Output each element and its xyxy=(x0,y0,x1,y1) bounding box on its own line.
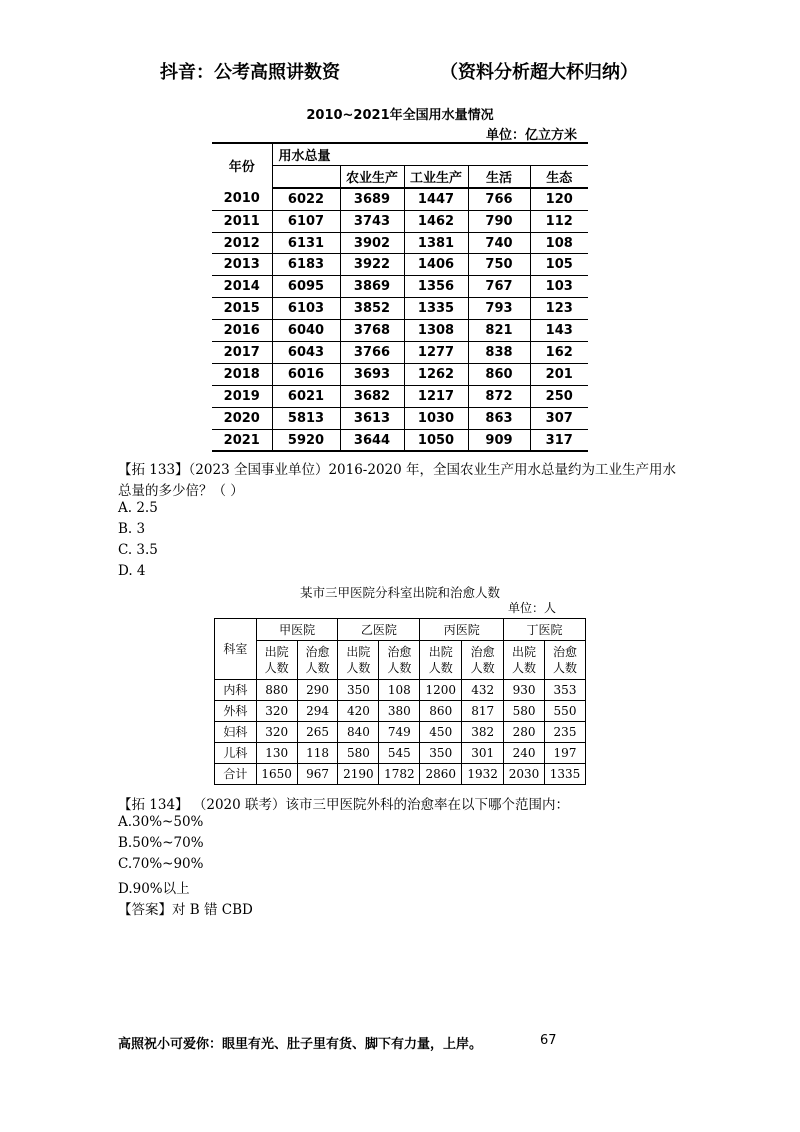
question-133-option-d: D. 4 xyxy=(118,563,146,579)
table-cell: 317 xyxy=(530,429,588,451)
table-cell: 2010 xyxy=(212,188,272,210)
table-cell: 1650 xyxy=(256,764,297,785)
table-cell: 6107 xyxy=(272,210,340,232)
table-cell: 545 xyxy=(379,743,420,764)
table-cell: 380 xyxy=(379,701,420,722)
water-header-row xyxy=(212,143,588,165)
table-cell: 6040 xyxy=(272,320,340,342)
table-cell: 120 xyxy=(530,188,588,210)
water-table-title: 2010~2021年全国用水量情况 xyxy=(306,108,494,123)
table-cell: 1050 xyxy=(404,429,468,451)
table-cell: 1335 xyxy=(404,298,468,320)
hospital-header-row xyxy=(215,619,586,641)
table-cell: 108 xyxy=(379,680,420,701)
table-row xyxy=(212,298,588,320)
table-cell: 880 xyxy=(256,680,297,701)
hospital-header-name: 甲医院 xyxy=(256,619,338,641)
table-cell: 2016 xyxy=(212,320,272,342)
table-row xyxy=(215,722,586,743)
water-subheader-blank xyxy=(272,165,340,187)
table-cell: 197 xyxy=(545,743,586,764)
table-cell: 1381 xyxy=(404,232,468,254)
table-cell: 766 xyxy=(468,188,530,210)
water-header-year: 年份 xyxy=(212,143,272,188)
table-cell: 420 xyxy=(338,701,379,722)
table-cell: 3693 xyxy=(340,363,404,385)
hospital-subheader-cell: 治愈 人数 xyxy=(379,641,420,680)
question-134-answer: 【答案】对 B 错 CBD xyxy=(118,902,253,918)
table-cell: 3613 xyxy=(340,407,404,429)
hospital-header-name: 乙医院 xyxy=(338,619,420,641)
table-cell: 840 xyxy=(338,722,379,743)
hospital-subheader-cell: 出院 人数 xyxy=(504,641,545,680)
table-cell: 1356 xyxy=(404,276,468,298)
table-cell: 162 xyxy=(530,342,588,364)
question-134-option-d: D.90%以上 xyxy=(118,881,190,897)
hospital-table xyxy=(214,618,586,785)
table-cell: 450 xyxy=(420,722,462,743)
table-cell: 123 xyxy=(530,298,588,320)
table-cell: 294 xyxy=(297,701,338,722)
table-cell: 320 xyxy=(256,722,297,743)
table-cell: 3902 xyxy=(340,232,404,254)
hospital-subheader-row xyxy=(215,641,586,680)
hospital-subheader-cell: 治愈 人数 xyxy=(545,641,586,680)
table-cell: 817 xyxy=(462,701,504,722)
table-cell: 350 xyxy=(420,743,462,764)
table-cell: 3766 xyxy=(340,342,404,364)
table-cell: 6043 xyxy=(272,342,340,364)
table-cell: 1782 xyxy=(379,764,420,785)
table-cell: 3743 xyxy=(340,210,404,232)
table-cell: 118 xyxy=(297,743,338,764)
table-cell: 382 xyxy=(462,722,504,743)
header-left: 抖音：公考高照讲数资 xyxy=(160,62,340,83)
table-cell: 240 xyxy=(504,743,545,764)
table-cell: 1217 xyxy=(404,385,468,407)
table-cell: 821 xyxy=(468,320,530,342)
water-subheader-cell: 生态 xyxy=(530,165,588,187)
hospital-table-unit: 单位：人 xyxy=(508,601,557,615)
question-134-option-c: C.70%~90% xyxy=(118,856,204,872)
table-cell: 2860 xyxy=(420,764,462,785)
table-cell: 790 xyxy=(468,210,530,232)
table-cell: 内科 xyxy=(215,680,257,701)
table-row xyxy=(215,743,586,764)
table-cell: 5920 xyxy=(272,429,340,451)
table-cell: 112 xyxy=(530,210,588,232)
table-cell: 350 xyxy=(338,680,379,701)
table-cell: 6095 xyxy=(272,276,340,298)
question-134-option-a: A.30%~50% xyxy=(118,814,204,830)
table-cell: 2012 xyxy=(212,232,272,254)
table-cell: 合计 xyxy=(215,764,257,785)
table-cell: 749 xyxy=(379,722,420,743)
table-cell: 1335 xyxy=(545,764,586,785)
question-134-stem: 【拓 134】 （2020 联考）该市三甲医院外科的治愈率在以下哪个范围内： xyxy=(118,797,569,813)
table-cell: 2015 xyxy=(212,298,272,320)
table-cell: 儿科 xyxy=(215,743,257,764)
table-row xyxy=(212,276,588,298)
table-cell: 1447 xyxy=(404,188,468,210)
table-cell: 860 xyxy=(420,701,462,722)
table-cell: 201 xyxy=(530,363,588,385)
table-cell: 2017 xyxy=(212,342,272,364)
table-cell: 1277 xyxy=(404,342,468,364)
hospital-subheader-cell: 治愈 人数 xyxy=(297,641,338,680)
table-cell: 580 xyxy=(504,701,545,722)
table-cell: 103 xyxy=(530,276,588,298)
table-cell: 290 xyxy=(297,680,338,701)
table-row xyxy=(212,363,588,385)
table-cell: 872 xyxy=(468,385,530,407)
table-cell: 863 xyxy=(468,407,530,429)
table-cell: 930 xyxy=(504,680,545,701)
table-row xyxy=(212,254,588,276)
table-cell: 2020 xyxy=(212,407,272,429)
table-cell: 550 xyxy=(545,701,586,722)
table-cell: 1030 xyxy=(404,407,468,429)
table-cell: 3682 xyxy=(340,385,404,407)
table-cell: 3922 xyxy=(340,254,404,276)
table-row xyxy=(215,764,586,785)
table-cell: 909 xyxy=(468,429,530,451)
question-134-option-b: B.50%~70% xyxy=(118,835,204,851)
table-row xyxy=(212,342,588,364)
water-usage-table xyxy=(212,142,588,452)
table-cell: 353 xyxy=(545,680,586,701)
hospital-subheader-cell: 治愈 人数 xyxy=(462,641,504,680)
hospital-subheader-cell: 出院 人数 xyxy=(420,641,462,680)
table-cell: 307 xyxy=(530,407,588,429)
table-cell: 280 xyxy=(504,722,545,743)
table-cell: 3869 xyxy=(340,276,404,298)
table-cell: 2014 xyxy=(212,276,272,298)
table-cell: 1262 xyxy=(404,363,468,385)
table-cell: 265 xyxy=(297,722,338,743)
table-row xyxy=(212,385,588,407)
table-cell: 580 xyxy=(338,743,379,764)
question-133-option-c: C. 3.5 xyxy=(118,542,158,558)
table-cell: 432 xyxy=(462,680,504,701)
hospital-header-name: 丁医院 xyxy=(504,619,586,641)
water-subheader-cell: 工业生产 xyxy=(404,165,468,187)
table-cell: 301 xyxy=(462,743,504,764)
table-cell: 1200 xyxy=(420,680,462,701)
water-header-total: 用水总量 xyxy=(272,143,588,165)
question-133-stem-cont: 总量的多少倍？（ ） xyxy=(118,483,244,499)
table-cell: 838 xyxy=(468,342,530,364)
table-cell: 3768 xyxy=(340,320,404,342)
table-cell: 6131 xyxy=(272,232,340,254)
table-cell: 2021 xyxy=(212,429,272,451)
table-cell: 妇科 xyxy=(215,722,257,743)
table-cell: 3644 xyxy=(340,429,404,451)
hospital-subheader-cell: 出院 人数 xyxy=(256,641,297,680)
water-subheader-cell: 生活 xyxy=(468,165,530,187)
table-row xyxy=(212,407,588,429)
table-cell: 750 xyxy=(468,254,530,276)
table-row xyxy=(215,680,586,701)
hospital-header-name: 丙医院 xyxy=(420,619,504,641)
table-cell: 2030 xyxy=(504,764,545,785)
table-cell: 3689 xyxy=(340,188,404,210)
table-cell: 967 xyxy=(297,764,338,785)
table-row xyxy=(212,210,588,232)
table-row xyxy=(212,429,588,451)
table-cell: 1406 xyxy=(404,254,468,276)
table-cell: 130 xyxy=(256,743,297,764)
table-row xyxy=(215,701,586,722)
question-133-stem: 【拓 133】（2023 全国事业单位）2016-2020 年，全国农业生产用水总量约为工业生产用水 xyxy=(118,462,677,478)
header-right: （资料分析超大杯归纳） xyxy=(440,62,638,83)
table-cell: 6016 xyxy=(272,363,340,385)
table-cell: 6022 xyxy=(272,188,340,210)
water-table-unit: 单位：亿立方米 xyxy=(486,128,578,143)
question-133-option-a: A. 2.5 xyxy=(118,500,158,516)
table-cell: 235 xyxy=(545,722,586,743)
table-cell: 2190 xyxy=(338,764,379,785)
table-row xyxy=(212,320,588,342)
table-cell: 767 xyxy=(468,276,530,298)
table-cell: 143 xyxy=(530,320,588,342)
table-cell: 1932 xyxy=(462,764,504,785)
table-cell: 6021 xyxy=(272,385,340,407)
table-cell: 3852 xyxy=(340,298,404,320)
table-cell: 5813 xyxy=(272,407,340,429)
table-row xyxy=(212,232,588,254)
question-133-option-b: B. 3 xyxy=(118,521,146,537)
table-cell: 740 xyxy=(468,232,530,254)
table-cell: 250 xyxy=(530,385,588,407)
table-cell: 2018 xyxy=(212,363,272,385)
table-cell: 2013 xyxy=(212,254,272,276)
footer-motto: 高照祝小可爱你：眼里有光、肚子里有货、脚下有力量，上岸。 xyxy=(118,1037,483,1052)
table-cell: 1462 xyxy=(404,210,468,232)
table-row xyxy=(212,188,588,210)
table-cell: 108 xyxy=(530,232,588,254)
hospital-subheader-cell: 出院 人数 xyxy=(338,641,379,680)
table-cell: 2019 xyxy=(212,385,272,407)
table-cell: 320 xyxy=(256,701,297,722)
page-number: 67 xyxy=(540,1033,557,1048)
table-cell: 793 xyxy=(468,298,530,320)
table-cell: 105 xyxy=(530,254,588,276)
table-cell: 外科 xyxy=(215,701,257,722)
table-cell: 860 xyxy=(468,363,530,385)
table-cell: 1308 xyxy=(404,320,468,342)
table-cell: 2011 xyxy=(212,210,272,232)
water-subheader-cell: 农业生产 xyxy=(340,165,404,187)
table-cell: 6103 xyxy=(272,298,340,320)
hospital-table-title: 某市三甲医院分科室出院和治愈人数 xyxy=(299,585,500,600)
hospital-header-dept: 科室 xyxy=(215,619,257,680)
table-cell: 6183 xyxy=(272,254,340,276)
